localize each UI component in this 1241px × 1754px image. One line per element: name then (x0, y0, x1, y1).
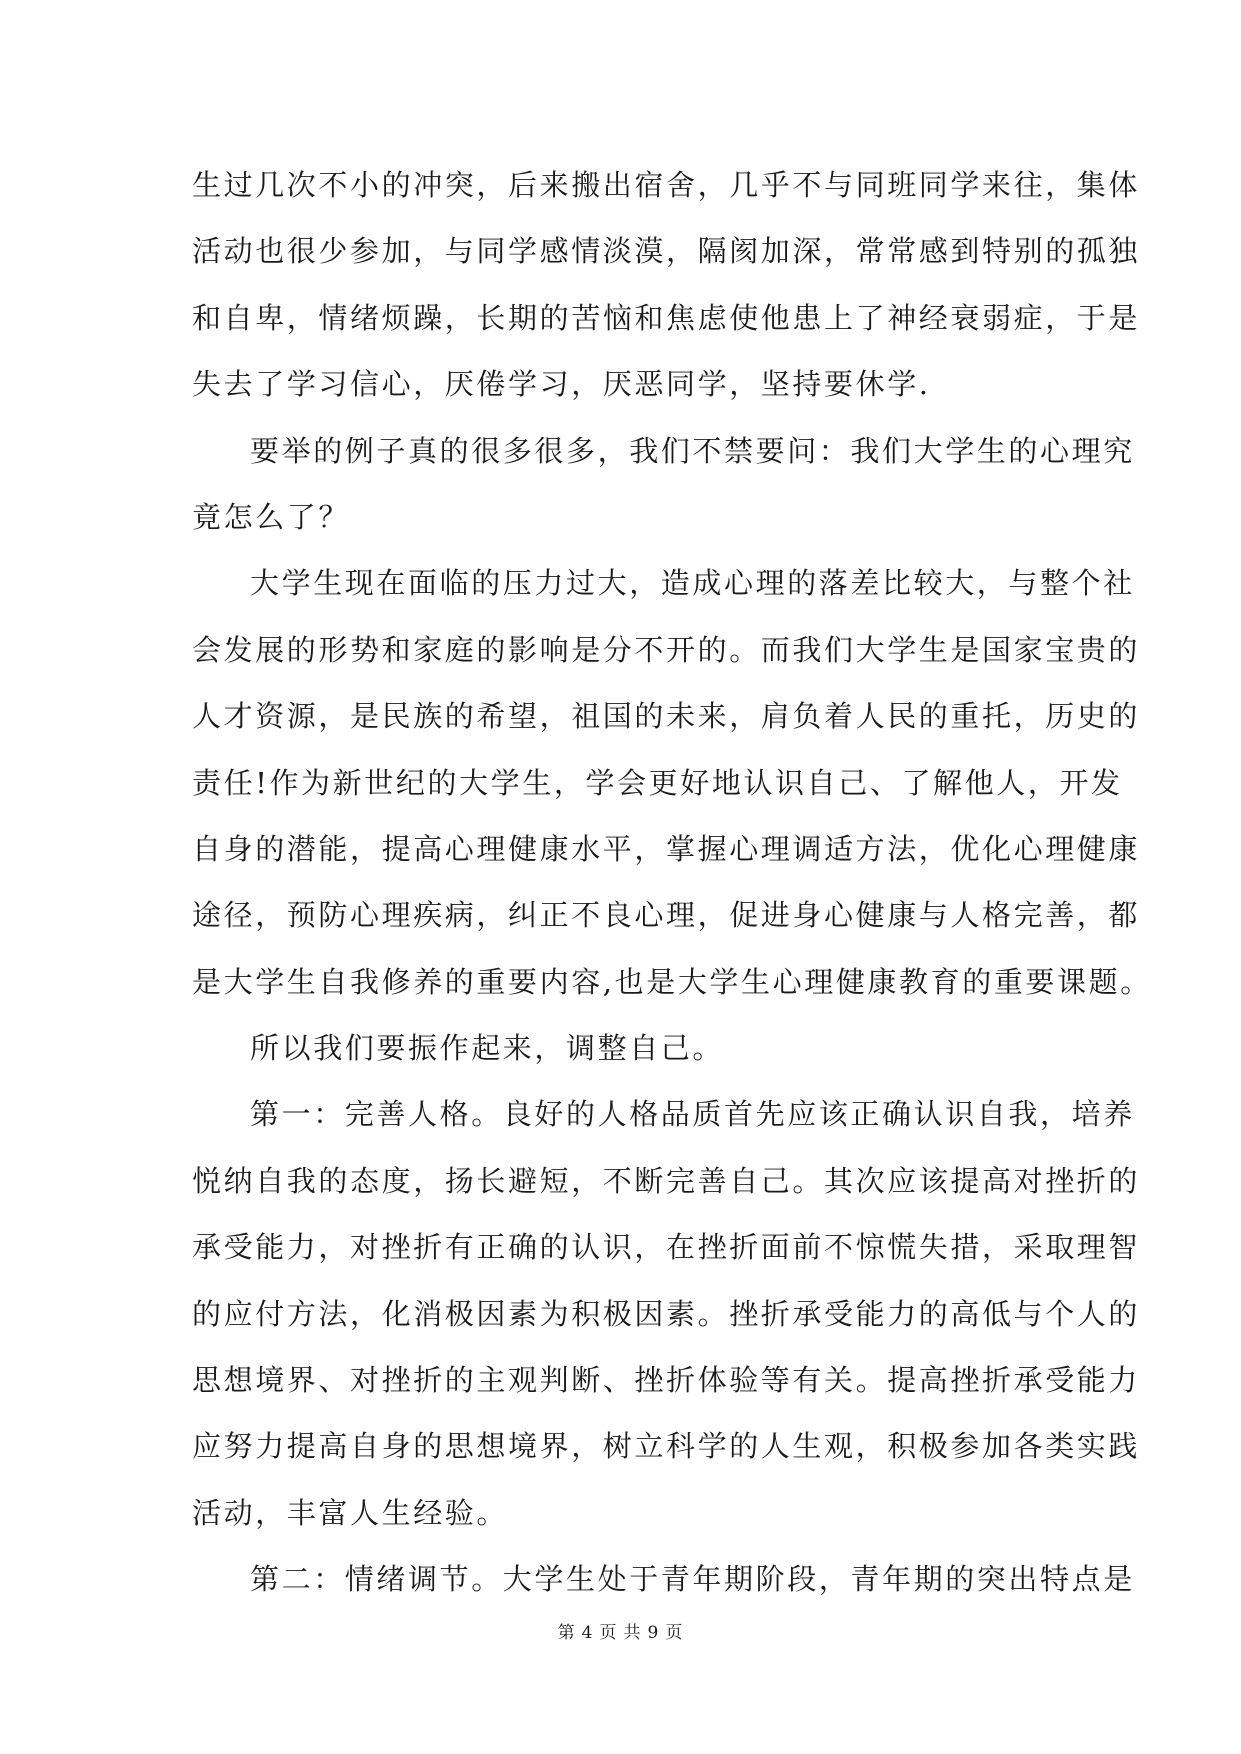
text-line: 是大学生自我修养的重要内容,也是大学生心理健康教育的重要课题。 (192, 964, 1152, 999)
text-line: 责任!作为新世纪的大学生，学会更好地认识自己、了解他人，开发 (192, 765, 1123, 800)
page-footer (0, 1618, 1241, 1643)
text-line: 第一：完善人格。良好的人格品质首先应该正确认识自我，培养 (250, 1097, 1135, 1132)
text-line: 和自卑，情绪烦躁，长期的苦恼和焦虑使他患上了神经衰弱症，于是 (192, 300, 1141, 335)
text-line: 活动，丰富人生经验。 (192, 1495, 509, 1530)
footer-total-pages: 9 (647, 1623, 660, 1643)
text-line: 自身的潜能，提高心理健康水平，掌握心理调适方法，优化心理健康 (192, 831, 1141, 866)
text-line: 人才资源，是民族的希望，祖国的未来，肩负着人民的重托，历史的 (192, 699, 1141, 734)
footer-page-number: 4 (581, 1623, 594, 1643)
text-line: 思想境界、对挫折的主观判断、挫折体验等有关。提高挫折承受能力 (192, 1363, 1141, 1398)
text-line: 会发展的形势和家庭的影响是分不开的。而我们大学生是国家宝贵的 (192, 632, 1141, 667)
text-line: 生过几次不小的冲突，后来搬出宿舍，几乎不与同班同学来往，集体 (192, 168, 1141, 202)
text-line: 活动也很少参加，与同学感情淡漠，隔阂加深，常常感到特别的孤独 (192, 234, 1141, 269)
text-line: 要举的例子真的很多很多，我们不禁要问：我们大学生的心理究 (250, 433, 1135, 468)
footer-total-label: 页 (665, 1623, 684, 1643)
text-line: 承受能力，对挫折有正确的认识，在挫折面前不惊慌失措，采取理智 (192, 1230, 1141, 1265)
text-line: 悦纳自我的态度，扬长避短，不断完善自己。其次应该提高对挫折的 (192, 1163, 1141, 1198)
body-text (192, 152, 1152, 1613)
text-line: 大学生现在面临的压力过大，造成心理的落差比较大，与整个社 (250, 566, 1135, 601)
text-line: 失去了学习信心，厌倦学习，厌恶同学，坚持要休学. (192, 367, 931, 402)
text-line: 第二：情绪调节。大学生处于青年期阶段，青年期的突出特点是 (250, 1562, 1135, 1597)
footer-total-prefix: 共 (623, 1623, 642, 1643)
text-line: 竟怎么了？ (192, 499, 351, 534)
footer-page-label: 页 (599, 1623, 618, 1643)
text-line: 所以我们要振作起来，调整自己。 (250, 1031, 725, 1066)
text-line: 应努力提高自身的思想境界，树立科学的人生观，积极参加各类实践 (192, 1429, 1141, 1464)
text-line: 的应付方法，化消极因素为积极因素。挫折承受能力的高低与个人的 (192, 1296, 1141, 1331)
footer-prefix: 第 (557, 1623, 576, 1643)
text-line: 途径，预防心理疾病，纠正不良心理，促进身心健康与人格完善，都 (192, 898, 1141, 933)
